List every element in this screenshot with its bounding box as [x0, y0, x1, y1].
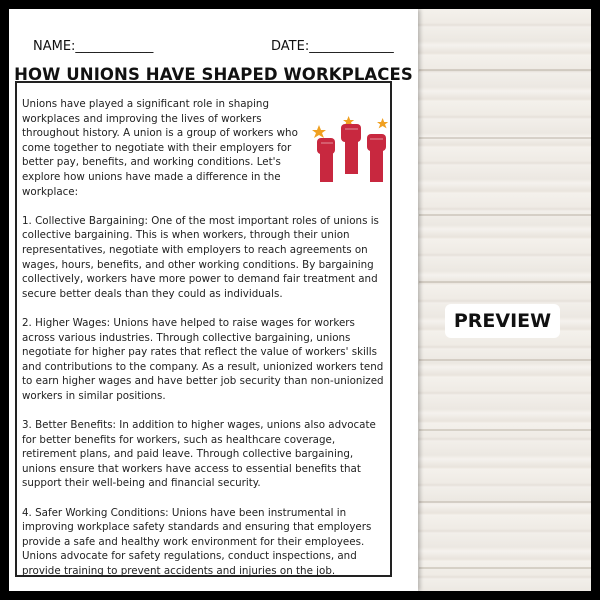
worksheet-header	[9, 35, 418, 57]
paragraph-collective-bargaining: 1. Collective Bargaining: One of the most important roles of unions is collective bargaining. This is when workers, through their union representatives, negotiate with employers to reach agreements on wages, hours, benefits, and other working conditions. By bargaining collectively, workers have more power to demand fair treatment and secure better deals than they could as individuals.	[22, 214, 379, 300]
plank-seam	[419, 69, 591, 71]
plank-seam	[419, 429, 591, 431]
plank-seam	[419, 137, 591, 139]
plank-seam	[419, 359, 591, 361]
date-field: DATE:_____________	[271, 39, 394, 54]
name-field: NAME:____________	[33, 39, 154, 54]
paragraph-higher-wages: 2. Higher Wages: Unions have helped to raise wages for workers across various industries. Through collective bargaining, unions negotiate for higher pay rates that reflect the value of workers' skills and contributions to the company. As a result, unionized workers tend to earn higher wages and have better job security than non-unionized workers in similar positions.	[22, 316, 384, 402]
paragraph-safer-conditions: 4. Safer Working Conditions: Unions have been instrumental in improving workplace safety standards and ensuring that employers provide a safe and healthy work environment for their employees. Unions advocate for safety regulations, conduct inspections, and provide training to prevent accidents and injuries on the job.	[22, 506, 372, 577]
paragraph-better-benefits: 3. Better Benefits: In addition to higher wages, unions also advocate for better benefits for workers, such as healthcare coverage, retirement plans, and paid leave. Through collective bargaining, unions ensure that workers have access to essential benefits that support their well-being and financial security.	[22, 419, 376, 490]
plank-seam	[419, 567, 591, 569]
plank-seam	[419, 501, 591, 503]
intro-paragraph: Unions have played a significant role in shaping workplaces and improving the lives of workers throughout history. A union is a group of workers who come together to negotiate with their employers for better pay, benefits, and working conditions. Let's explore how unions have made a difference in the workplace:	[22, 98, 298, 198]
raised-fists-icon	[311, 116, 393, 186]
preview-badge: PREVIEW	[445, 304, 560, 338]
plank-seam	[419, 214, 591, 216]
worksheet-title: HOW UNIONS HAVE SHAPED WORKPLACES	[14, 65, 413, 84]
plank-seam	[419, 281, 591, 283]
